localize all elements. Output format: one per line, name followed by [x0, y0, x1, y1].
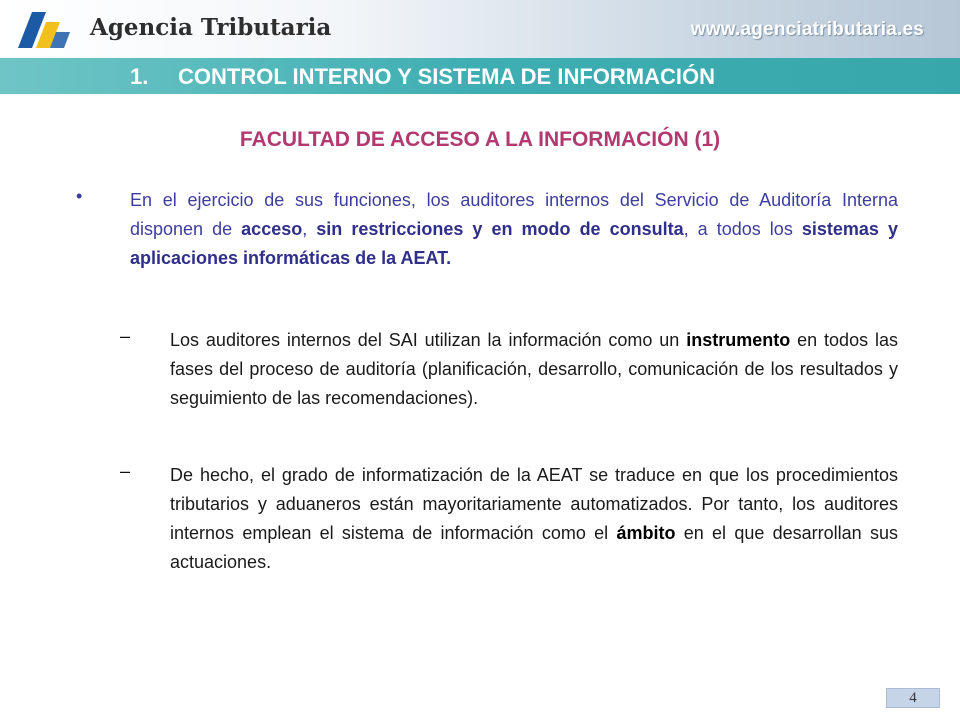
bullet-marker: • [76, 186, 83, 206]
bullet-bold-3: sistemas y aplicaciones informáticas de la AEAT. [130, 219, 898, 268]
sub-item-2 [120, 461, 898, 577]
section-title-text: CONTROL INTERNO Y SISTEMA DE INFORMACIÓN [178, 64, 715, 89]
section-title-band [0, 58, 960, 94]
bullet-item [76, 186, 898, 273]
header-bar [0, 0, 960, 58]
bullet-text-3: , a todos los [683, 219, 802, 239]
bullet-text-1: En el ejercicio de sus funciones, los auditores internos del Servicio de Auditoría Interna disponen de [130, 190, 898, 239]
bullet-paragraph [130, 186, 898, 273]
bullet-bold-1: acceso [241, 219, 303, 239]
section-title [130, 64, 715, 90]
logo-text: Agencia Tributaria [90, 14, 332, 41]
sub2-bold-1: ámbito [616, 523, 676, 543]
dash-marker: – [120, 326, 131, 346]
sub2-text-1: De hecho, el grado de informatización de la AEAT se traduce en que los procedimientos tributarios y aduaneros están mayoritariamente automatizados. Por tanto, los auditores internos emplean el sistema de información como el [170, 465, 898, 543]
sub1-bold-1: instrumento [686, 330, 791, 350]
bullet-text-2: , [302, 219, 317, 239]
page-number: 4 [886, 688, 940, 708]
sub1-text-1: Los auditores internos del SAI utilizan la información como un [170, 330, 687, 350]
slide-subtitle: FACULTAD DE ACCESO A LA INFORMACIÓN (1) [239, 128, 721, 151]
sub1-text-2: en todos las fases del proceso de auditoría (planificación, desarrollo, comunicación de los resultados y seguimiento de las recomendaciones). [170, 330, 898, 408]
website-url: www.agenciatributaria.es [690, 19, 924, 40]
sub2-text-2: en el que desarrollan sus actuaciones. [170, 523, 898, 572]
agencia-tributaria-logo-icon [10, 6, 74, 54]
section-number: 1. [130, 64, 149, 89]
bullet-bold-2: sin restricciones y en modo de consulta [316, 219, 684, 239]
sub-item-1 [120, 326, 898, 413]
dash-marker: – [120, 461, 131, 481]
sub-paragraph-2 [170, 461, 898, 577]
sub-paragraph-1 [170, 326, 898, 413]
